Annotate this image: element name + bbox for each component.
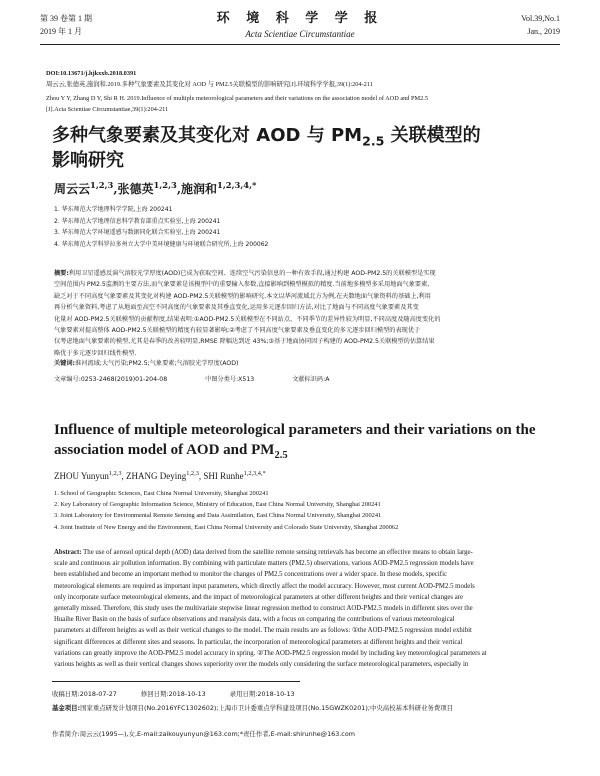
volume-cn: 第 39 卷第 1 期 [40, 14, 92, 23]
header-center [40, 10, 560, 41]
affiliation-cn-item: 1. 华东师范大学地理科学学院,上海 200241 [54, 206, 173, 213]
header-right [521, 12, 560, 38]
article-meta-cn [54, 374, 365, 383]
header-rule [40, 44, 560, 45]
article-title-cn: 多种气象要素及其变化对 AOD 与 $PM_{2.5}$ 关联模型的 影响研究 [52, 125, 481, 171]
clc-number: 中图分类号:X513 [205, 376, 255, 383]
affiliation-cn-item: 2. 华东师范大学地理信息科学教育部重点实验室,上海 200241 [54, 217, 221, 225]
footer-rule [52, 681, 300, 682]
article-number: 文章编号:0253-2468(2019)01-204-08 [54, 376, 168, 383]
affiliations-en [54, 488, 398, 533]
affiliation-en-item: 1. School of Geographic Sciences, East China Normal University, Shanghai 200241 [54, 490, 269, 497]
affiliation-cn-item: 4. 华东师范大学科罗拉多州立大学中美环境健康与环境联合研究所,上海 200062 [54, 240, 269, 248]
article-title-en: Influence of multiple meteorological parameters and their variations on the association model of AOD and $PM_{2.5}$ [54, 422, 536, 461]
volume-en: Vol.39,No.1 [521, 14, 560, 23]
citation-cn: 周云云,张德英,施润和.2019.多种气象要素及其变化对 AOD 与 PM2.5关联模型的影响研究[J].环境科学学报,39(1):204-211 [46, 81, 373, 88]
affiliation-en-item: 3. Joint Laboratory for Environmental Remote Sensing and Data Assimilation, East China Normal University, Shanghai 200241 [54, 512, 382, 520]
footer-bio: 作者简介:周云云(1995—),女,E-mail:zaikouyunyun@163.com;*责任作者,E-mail:shirunhe@163.com [52, 730, 355, 738]
abstract-cn: 摘要:利用卫星遥感反演气溶胶光学厚度(AOD)已成为获取空间、连续空气污染信息的一种有效手段,通过构建 AOD-PM2.5的关联模型是实现 空间范围内 PM2.5监测的主要方法,而气象要素是该模型中的重要输入参数,直接影响到模型模拟的精度.当前地多模型多采用地面气象要素, 缺乏对于不同高度气象要素及其变化对构建 AOD-PM2.5关联模型的影响研究.本文以华河流域北方为例,在天数地面气象资料的基础上,利用 再分析气象资料,考虑了从地面至高空不同高度的气象要素及其垂直变化,运用多元逐步回归方法,对比了地面与不同高度气象要素及其变 化量对 AOD-PM2.5关联模型的贡献程度,结果表明:①AOD-PM2.5关联模型在不同站点、不同季节的差异性较为明显,不同高度及随高度变化的 气象要素对提高整体 AOD-PM2.5关联模型的精度有较显著影响;②考虑了不同高度气象要素及垂直变化的多元逐步回归模型的表现优于 仅考虑地面气象要素的模型,尤其是春季的改善较明显,RMSE 降幅达到近 43%;③基于地面协同因子构建的 AOD-PM2.5关联模型的估算结果 略优于多元逐步回归线性模型. [54, 270, 441, 357]
footer-dates: 收稿日期:2018-07-27 修回日期:2018-10-13 录用日期:2018-10-13 [52, 690, 295, 698]
authors-cn: 周云云$^{1,2,3}$,张德英$^{1,2,3}$,施润和$^{1,2,3,4,*}$ [54, 180, 257, 196]
affiliation-en-item: 4. Joint Institute of New Energy and the Environment, East China Normal University and Colorado State University, Shanghai 200062 [54, 523, 399, 531]
keywords-cn: 关键词:淮河流域;大气污染;PM2.5;气象要素;气溶胶光学厚度(AOD) [54, 360, 239, 367]
date-en: Jan., 2019 [527, 27, 560, 36]
affiliations-cn [54, 204, 268, 250]
date-cn: 2019 年 1 月 [40, 27, 82, 36]
citation-en-1: Zhou Y Y, Zhang D Y, Shi R H. 2019.Influence of multiple meteorological parameters and their variations on the association model of AOD and PM2.5 [46, 95, 428, 102]
footer-fund: 基金项目:国家重点研发计划项目(No.2016YFC1302602);上海市卫计委重点学科建设项目(No.15GWZK0201);中央高校基本科研业务费项目 [52, 704, 454, 712]
doi: DOI:10.13671/j.hjkxxb.2018.0391 [46, 70, 137, 77]
document-code: 文献标识码:A [292, 376, 330, 383]
abstract-en: Abstract: The use of aerosol optical depth (AOD) data derived from the satellite remote sensing retrievals has become an effective means to obtain large- scale and continuous air pollution information. By combining with particulate matters (PM2.5) observations, various AOD-PM2.5 regression models have been established and become an important method to monitor the changes of PM2.5 concentrations over a wider space. In these models, specific meteorological elements are required as important input parameters, which directly affect the model accuracy. However, most current AOD-PM2.5 models only incorporate surface meteorological elements, and the impact of meteorological parameters at other different heights and their vertical changes are generally missed. Therefore, this study uses the multivariate stepwise linear regression method to construct AOD-PM2.5 models in different sites over the Huaihe River Basin on the basis of surface observations and reanalysis data, with a focus on comparing the contributions of various meteorological parameters at different heights as well as their vertical changes to the model. The main results are as follows: ①the AOD-PM2.5 regression model exhibit significant differences at different sites and seasons. In particular, the incorporation of meteorological parameters at different heights and their vertical variations can greatly improve the AOD-PM2.5 model accuracy in spring. ②The AOD-PM2.5 regression model by including key meteorological parameters at various heights as well as their vertical changes shows superiority over the models only considering the surface meteorological parameters, especially in [54, 549, 487, 669]
affiliation-en-item: 2. Key Laboratory of Geographic Information Science, Ministry of Education, East China Normal University, Shanghai 200241 [54, 501, 381, 509]
journal-title-en: Acta Scientiae Circumstantiae [245, 29, 355, 39]
journal-header [40, 10, 560, 56]
authors-en: ZHOU Yunyun$^{1,2,3}$, ZHANG Deying$^{1,2,3}$, SHI Runhe$^{1,2,3,4,*}$ [54, 470, 266, 481]
affiliation-cn-item: 3. 华东师范大学环境遥感与数据同化联合实验室,上海 200241 [54, 229, 221, 236]
citation-en-2: [J].Acta Scientiae Circumstantiae,39(1):204-211 [46, 106, 169, 113]
journal-title-cn: 环 境 科 学 学 报 [216, 11, 384, 26]
